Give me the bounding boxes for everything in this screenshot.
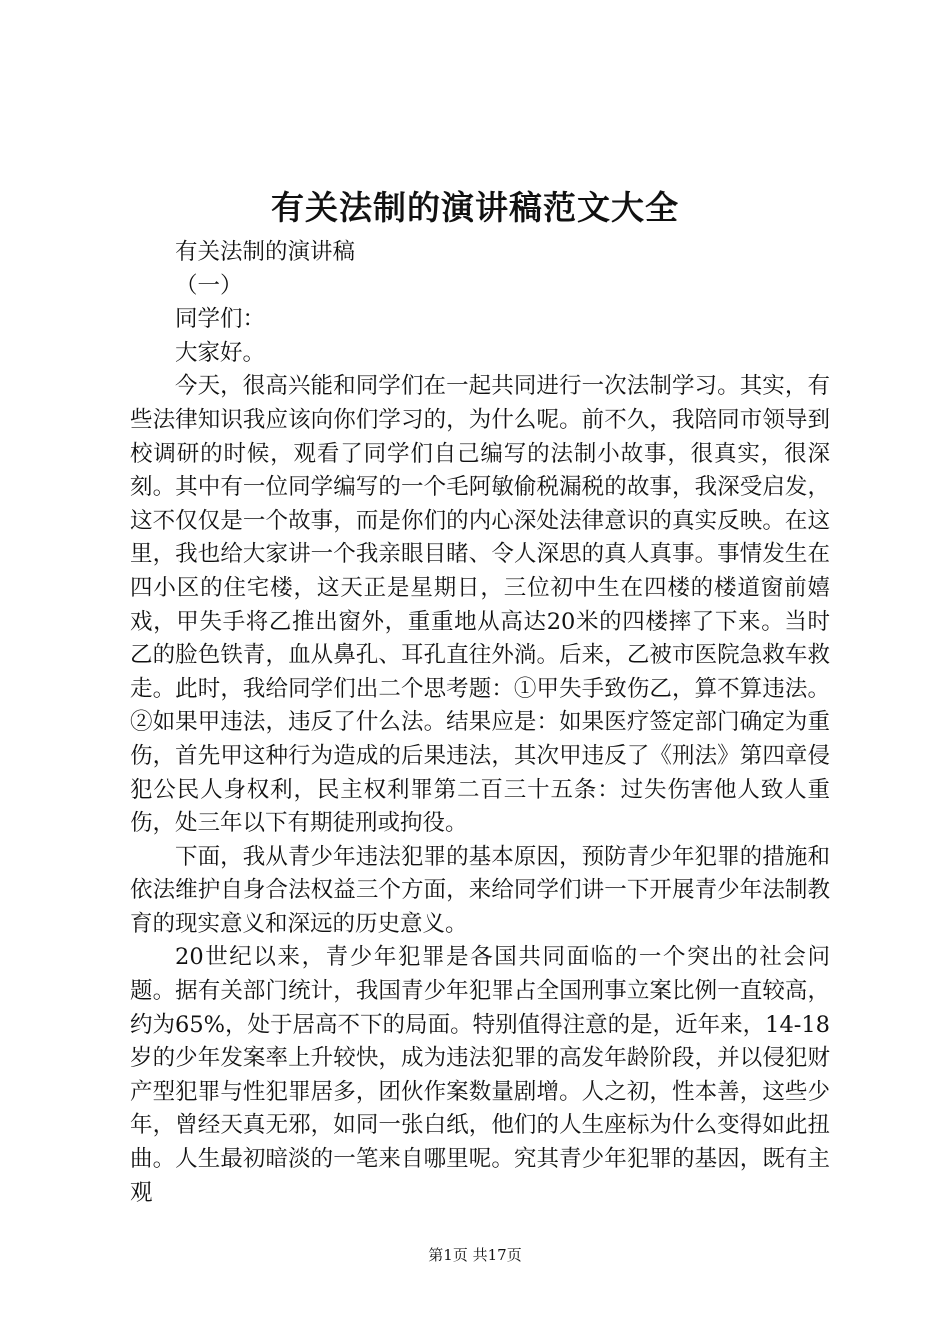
section-number-paragraph: （一）: [175, 272, 243, 299]
body-paragraph: 下面，我从青少年违法犯罪的基本原因，预防青少年犯罪的措施和依法维护自身合法权益三个方面，来给同学们讲一下开展青少年法制教育的现实意义和深远的历史意义。: [130, 843, 830, 937]
body-paragraph: 今天，很高兴能和同学们在一起共同进行一次法制学习。其实，有些法律知识我应该向你们学习的，为什么呢。前不久，我陪同市领导到校调研的时候，观看了同学们自己编写的法制小故事，很真实，很深刻。其中有一位同学编写的一个毛阿敏偷税漏税的故事，我深受启发，这不仅仅是一个故事，而是你们的内心深处法律意识的真实反映。在这里，我也给大家讲一个我亲眼目睹、令人深思的真人真事。事情发生在四小区的住宅楼，这天正是星期日，三位初中生在四楼的楼道窗前嬉戏，甲失手将乙推出窗外，重重地从高达20米的四楼摔了下来。当时乙的脸色铁青，血从鼻孔、耳孔直往外淌。后来，乙被市医院急救车救走。此时，我给同学们出二个思考题：①甲失手致伤乙，算不算违法。②如果甲违法，违反了什么法。结果应是：如果医疗签定部门确定为重伤，首先甲这种行为造成的后果违法，其次甲违反了《刑法》第四章侵犯公民人身权利，民主权利罪第二百三十五条：过失伤害他人致人重伤，处三年以下有期徒刑或拘役。: [130, 373, 830, 837]
greeting-paragraph: 大家好。: [175, 339, 266, 366]
subtitle-paragraph: 有关法制的演讲稿: [175, 239, 356, 265]
body-paragraph: 20世纪以来，青少年犯罪是各国共同面临的一个突出的社会问题。据有关部门统计，我国青少年犯罪占全国刑事立案比例一直较高，约为65%，处于居高不下的局面。特别值得注意的是，近年来，14-18岁的少年发案率上升较快，成为违法犯罪的高发年龄阶段，并以侵犯财产型犯罪与性犯罪居多，团伙作案数量剧增。人之初，性本善，这些少年，曾经天真无邪，如同一张白纸，他们的人生座标为什么变得如此扭曲。人生最初暗淡的一笔来自哪里呢。究其青少年犯罪的基因，既有主观: [130, 944, 830, 1206]
salutation-paragraph: 同学们：: [175, 306, 266, 333]
page-footer: 第1页 共17页: [428, 1246, 522, 1264]
document-body: [130, 236, 830, 1210]
document-title: 有关法制的演讲稿范文大全: [271, 188, 679, 227]
